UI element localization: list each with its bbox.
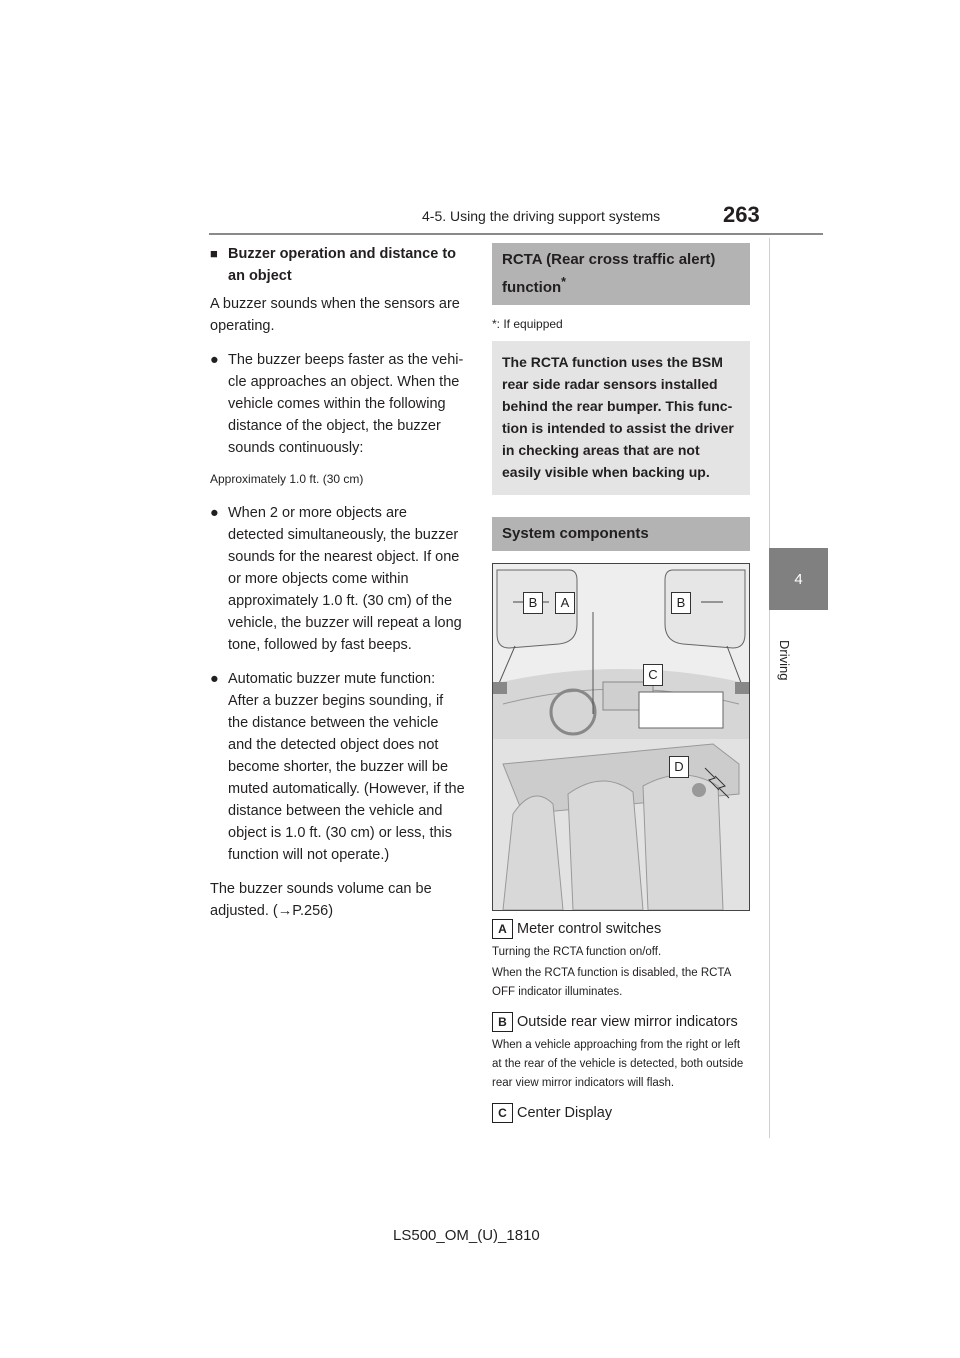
figure-label-b-left: B <box>523 592 543 614</box>
component-description: When the RCTA function is disabled, the RCTA OFF indicator illuminates. <box>492 967 731 998</box>
right-column <box>492 243 750 1123</box>
component-description: When a vehicle approaching from the right or left at the rear of the vehicle is detected, both outside rear view mirror indicators will flash. <box>492 1039 744 1089</box>
bullet-item: ● Automatic buzzer mute function: After a buzzer begins sounding, if the distance between the vehicle and the detected object does not become shorter, the buzzer will be muted automatically. (However, if the distance between the vehicle and object is 1.0 ft. (30 cm) or less, this function will not operate.) <box>210 668 465 866</box>
car-interior-illustration <box>493 564 749 910</box>
footnote: *: If equipped <box>492 317 563 331</box>
square-bullet-icon: ■ <box>210 246 218 261</box>
components-illustration <box>492 563 750 911</box>
header-divider <box>209 233 823 235</box>
figure-label-b-right: B <box>671 592 691 614</box>
distance-note: Approximately 1.0 ft. (30 cm) <box>210 472 364 486</box>
component-description: Turning the RCTA function on/off. <box>492 946 662 958</box>
bullet-item: ● The buzzer beeps faster as the vehi-cle approaches an object. When the vehicle comes within the following distance of the object, the buzzer sounds continuously: <box>210 349 465 459</box>
chapter-tab-label: Driving <box>777 640 792 681</box>
footer-code: LS500_OM_(U)_1810 <box>393 1227 540 1244</box>
section-title: 4-5. Using the driving support systems <box>422 208 661 224</box>
side-divider <box>769 238 770 1138</box>
page-number: 263 <box>723 202 760 227</box>
badge-a: A <box>492 919 513 939</box>
closing-text[interactable]: The buzzer sounds volume can be adjusted. (→P.256) <box>210 881 432 919</box>
intro-text: A buzzer sounds when the sensors are operating. <box>210 296 460 334</box>
bullet-dot-icon: ● <box>210 505 219 521</box>
component-item-c: C Center Display <box>492 1103 750 1123</box>
component-item-a: A Meter control switches <box>492 919 750 939</box>
chapter-tab-number: 4 <box>769 548 828 610</box>
components-heading: System components <box>492 517 750 551</box>
rcta-heading: RCTA (Rear cross traffic alert) function* <box>492 243 750 305</box>
left-column <box>210 243 465 922</box>
badge-c: C <box>492 1103 513 1123</box>
bullet-dot-icon: ● <box>210 671 219 687</box>
component-item-b: B Outside rear view mirror indicators <box>492 1012 750 1032</box>
lead-box: The RCTA function uses the BSM rear side radar sensors installed behind the rear bumper. This func-tion is intended to assist the driver in checking areas that are not easily visible when backing up. <box>492 341 750 495</box>
bullet-item: ● When 2 or more objects are detected simultaneously, the buzzer sounds for the nearest object. If one or more objects come within approximately 1.0 ft. (30 cm) of the vehicle, the buzzer will repeat a long tone, followed by fast beeps. <box>210 502 465 656</box>
bullet-dot-icon: ● <box>210 352 219 368</box>
figure-label-d: D <box>669 756 689 778</box>
badge-b: B <box>492 1012 513 1032</box>
buzzer-heading: ■ Buzzer operation and distance to an object <box>210 243 465 287</box>
figure-label-c: C <box>643 664 663 686</box>
figure-label-a: A <box>555 592 575 614</box>
